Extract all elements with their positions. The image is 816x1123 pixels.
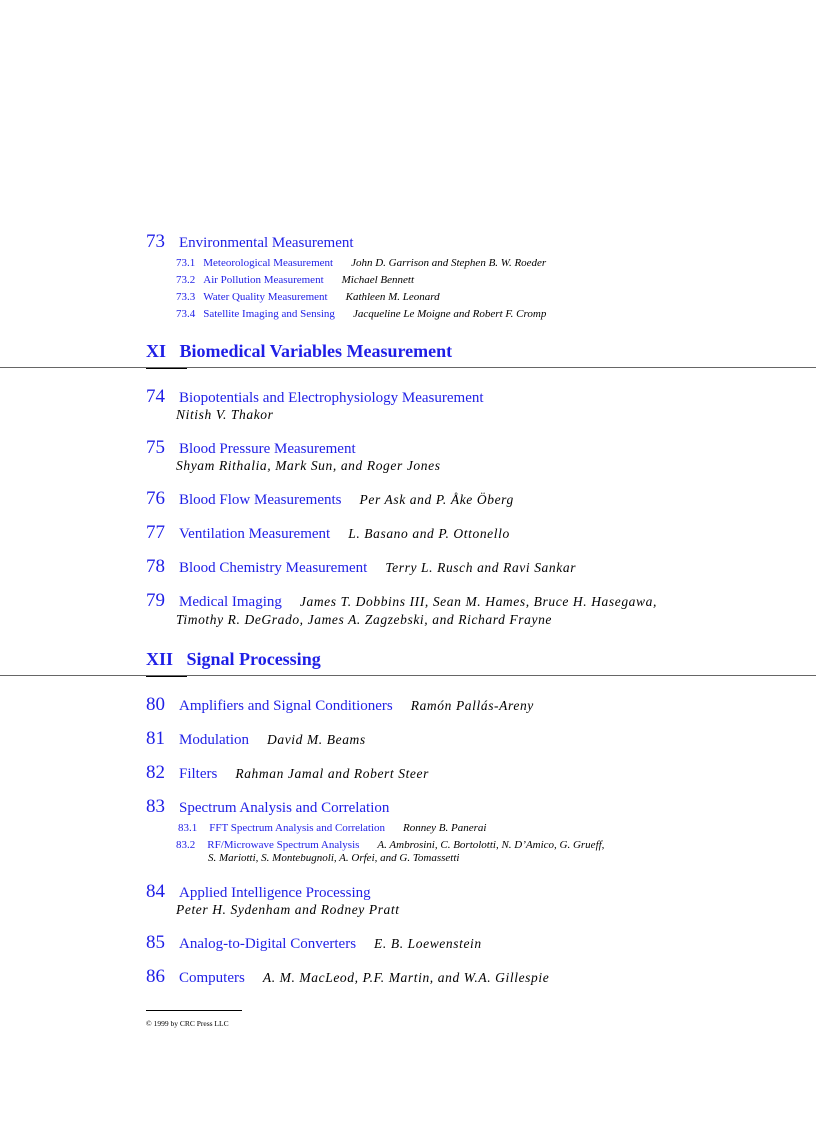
chapter-number: 82 — [146, 762, 165, 783]
chapter-82[interactable] — [146, 762, 429, 784]
section-title[interactable]: FFT Spectrum Analysis and Correlation — [209, 822, 386, 834]
chapter-title[interactable]: Computers — [179, 970, 245, 986]
chapter-number: 77 — [146, 522, 165, 543]
footer-rule — [146, 1010, 242, 1011]
part-numeral: XI — [146, 341, 167, 361]
chapter-79-authors-line2: Timothy R. DeGrado, James A. Zagzebski, and Richard Frayne — [176, 612, 553, 627]
chapter-77[interactable] — [146, 522, 510, 544]
chapter-authors: L. Basano and P. Ottonello — [348, 526, 510, 541]
section-73-4[interactable] — [176, 304, 546, 322]
part-divider — [0, 367, 816, 368]
part-xii-heading[interactable] — [146, 649, 321, 670]
chapter-number: 83 — [146, 796, 165, 817]
chapter-75-authors: Shyam Rithalia, Mark Sun, and Roger Jones — [176, 458, 441, 473]
section-title[interactable]: Water Quality Measurement — [203, 291, 328, 303]
section-title[interactable]: Air Pollution Measurement — [203, 274, 324, 286]
section-73-3[interactable] — [176, 287, 440, 305]
chapter-84[interactable] — [146, 881, 371, 903]
chapter-78[interactable] — [146, 556, 576, 578]
chapter-number: 84 — [146, 881, 165, 902]
section-83-2-authors-line2: S. Mariotti, S. Montebugnoli, A. Orfei, and G. Tomassetti — [208, 852, 460, 864]
part-numeral: XII — [146, 649, 174, 669]
chapter-number: 76 — [146, 488, 165, 509]
chapter-title[interactable]: Analog-to-Digital Converters — [179, 936, 357, 952]
chapter-79[interactable] — [146, 590, 657, 612]
part-divider — [0, 675, 816, 676]
chapter-number: 81 — [146, 728, 165, 749]
section-authors: Ronney B. Panerai — [403, 822, 487, 834]
chapter-authors: E. B. Loewenstein — [374, 936, 482, 951]
chapter-86[interactable] — [146, 966, 549, 988]
chapter-authors: Terry L. Rusch and Ravi Sankar — [385, 560, 577, 575]
part-xi-heading[interactable] — [146, 341, 452, 362]
chapter-title[interactable]: Blood Flow Measurements — [179, 492, 342, 508]
section-number: 83.2 — [176, 839, 196, 851]
chapter-authors: Per Ask and P. Åke Öberg — [359, 492, 514, 507]
section-number: 73.4 — [176, 308, 196, 320]
chapter-title[interactable]: Applied Intelligence Processing — [179, 885, 371, 901]
chapter-number: 73 — [146, 231, 165, 252]
copyright-notice: © 1999 by CRC Press LLC — [146, 1019, 229, 1028]
chapter-81[interactable] — [146, 728, 366, 750]
section-number: 73.3 — [176, 291, 196, 303]
chapter-title[interactable]: Blood Pressure Measurement — [179, 441, 356, 457]
section-73-1[interactable] — [176, 253, 546, 271]
chapter-authors: A. M. MacLeod, P.F. Martin, and W.A. Gillespie — [262, 970, 550, 985]
chapter-title[interactable]: Medical Imaging — [179, 594, 282, 610]
section-83-1[interactable] — [178, 818, 486, 836]
chapter-title[interactable]: Amplifiers and Signal Conditioners — [179, 698, 393, 714]
chapter-authors: David M. Beams — [267, 732, 366, 747]
section-authors: Kathleen M. Leonard — [345, 291, 440, 303]
chapter-85[interactable] — [146, 932, 482, 954]
chapter-number: 75 — [146, 437, 165, 458]
chapter-authors: Rahman Jamal and Robert Steer — [235, 766, 429, 781]
chapter-number: 85 — [146, 932, 165, 953]
chapter-80[interactable] — [146, 694, 534, 716]
chapter-74-authors: Nitish V. Thakor — [176, 407, 274, 422]
section-authors: A. Ambrosini, C. Bortolotti, N. D’Amico, G. Grueff, — [377, 839, 605, 851]
section-number: 73.2 — [176, 274, 196, 286]
part-title[interactable]: Signal Processing — [186, 649, 321, 669]
chapter-authors: James T. Dobbins III, Sean M. Hames, Bruce H. Hasegawa, — [299, 594, 657, 609]
section-authors: Jacqueline Le Moigne and Robert F. Cromp — [352, 308, 547, 320]
section-authors: John D. Garrison and Stephen B. W. Roeder — [351, 257, 547, 269]
chapter-title[interactable]: Filters — [179, 766, 218, 782]
chapter-73-heading[interactable] — [146, 231, 354, 253]
chapter-number: 74 — [146, 386, 165, 407]
part-underline — [146, 676, 187, 677]
section-73-2[interactable] — [176, 270, 414, 288]
section-83-2[interactable] — [176, 835, 604, 853]
chapter-title[interactable]: Ventilation Measurement — [179, 526, 331, 542]
chapter-84-authors: Peter H. Sydenham and Rodney Pratt — [176, 902, 400, 917]
chapter-title[interactable]: Environmental Measurement — [179, 235, 354, 251]
section-authors: Michael Bennett — [341, 274, 415, 286]
chapter-83[interactable] — [146, 796, 389, 818]
section-number: 83.1 — [178, 822, 198, 834]
chapter-authors: Ramón Pallás-Areny — [410, 698, 534, 713]
chapter-title[interactable]: Blood Chemistry Measurement — [179, 560, 368, 576]
section-title[interactable]: Satellite Imaging and Sensing — [203, 308, 335, 320]
chapter-title[interactable]: Modulation — [179, 732, 249, 748]
section-title[interactable]: RF/Microwave Spectrum Analysis — [207, 839, 360, 851]
part-title[interactable]: Biomedical Variables Measurement — [179, 341, 453, 361]
section-title[interactable]: Meteorological Measurement — [203, 257, 334, 269]
chapter-number: 80 — [146, 694, 165, 715]
chapter-title[interactable]: Spectrum Analysis and Correlation — [179, 800, 390, 816]
chapter-number: 78 — [146, 556, 165, 577]
chapter-number: 79 — [146, 590, 165, 611]
chapter-number: 86 — [146, 966, 165, 987]
chapter-76[interactable] — [146, 488, 514, 510]
chapter-74[interactable] — [146, 386, 484, 408]
section-number: 73.1 — [176, 257, 196, 269]
chapter-title[interactable]: Biopotentials and Electrophysiology Measurement — [179, 390, 484, 406]
part-underline — [146, 368, 187, 369]
chapter-75[interactable] — [146, 437, 356, 459]
